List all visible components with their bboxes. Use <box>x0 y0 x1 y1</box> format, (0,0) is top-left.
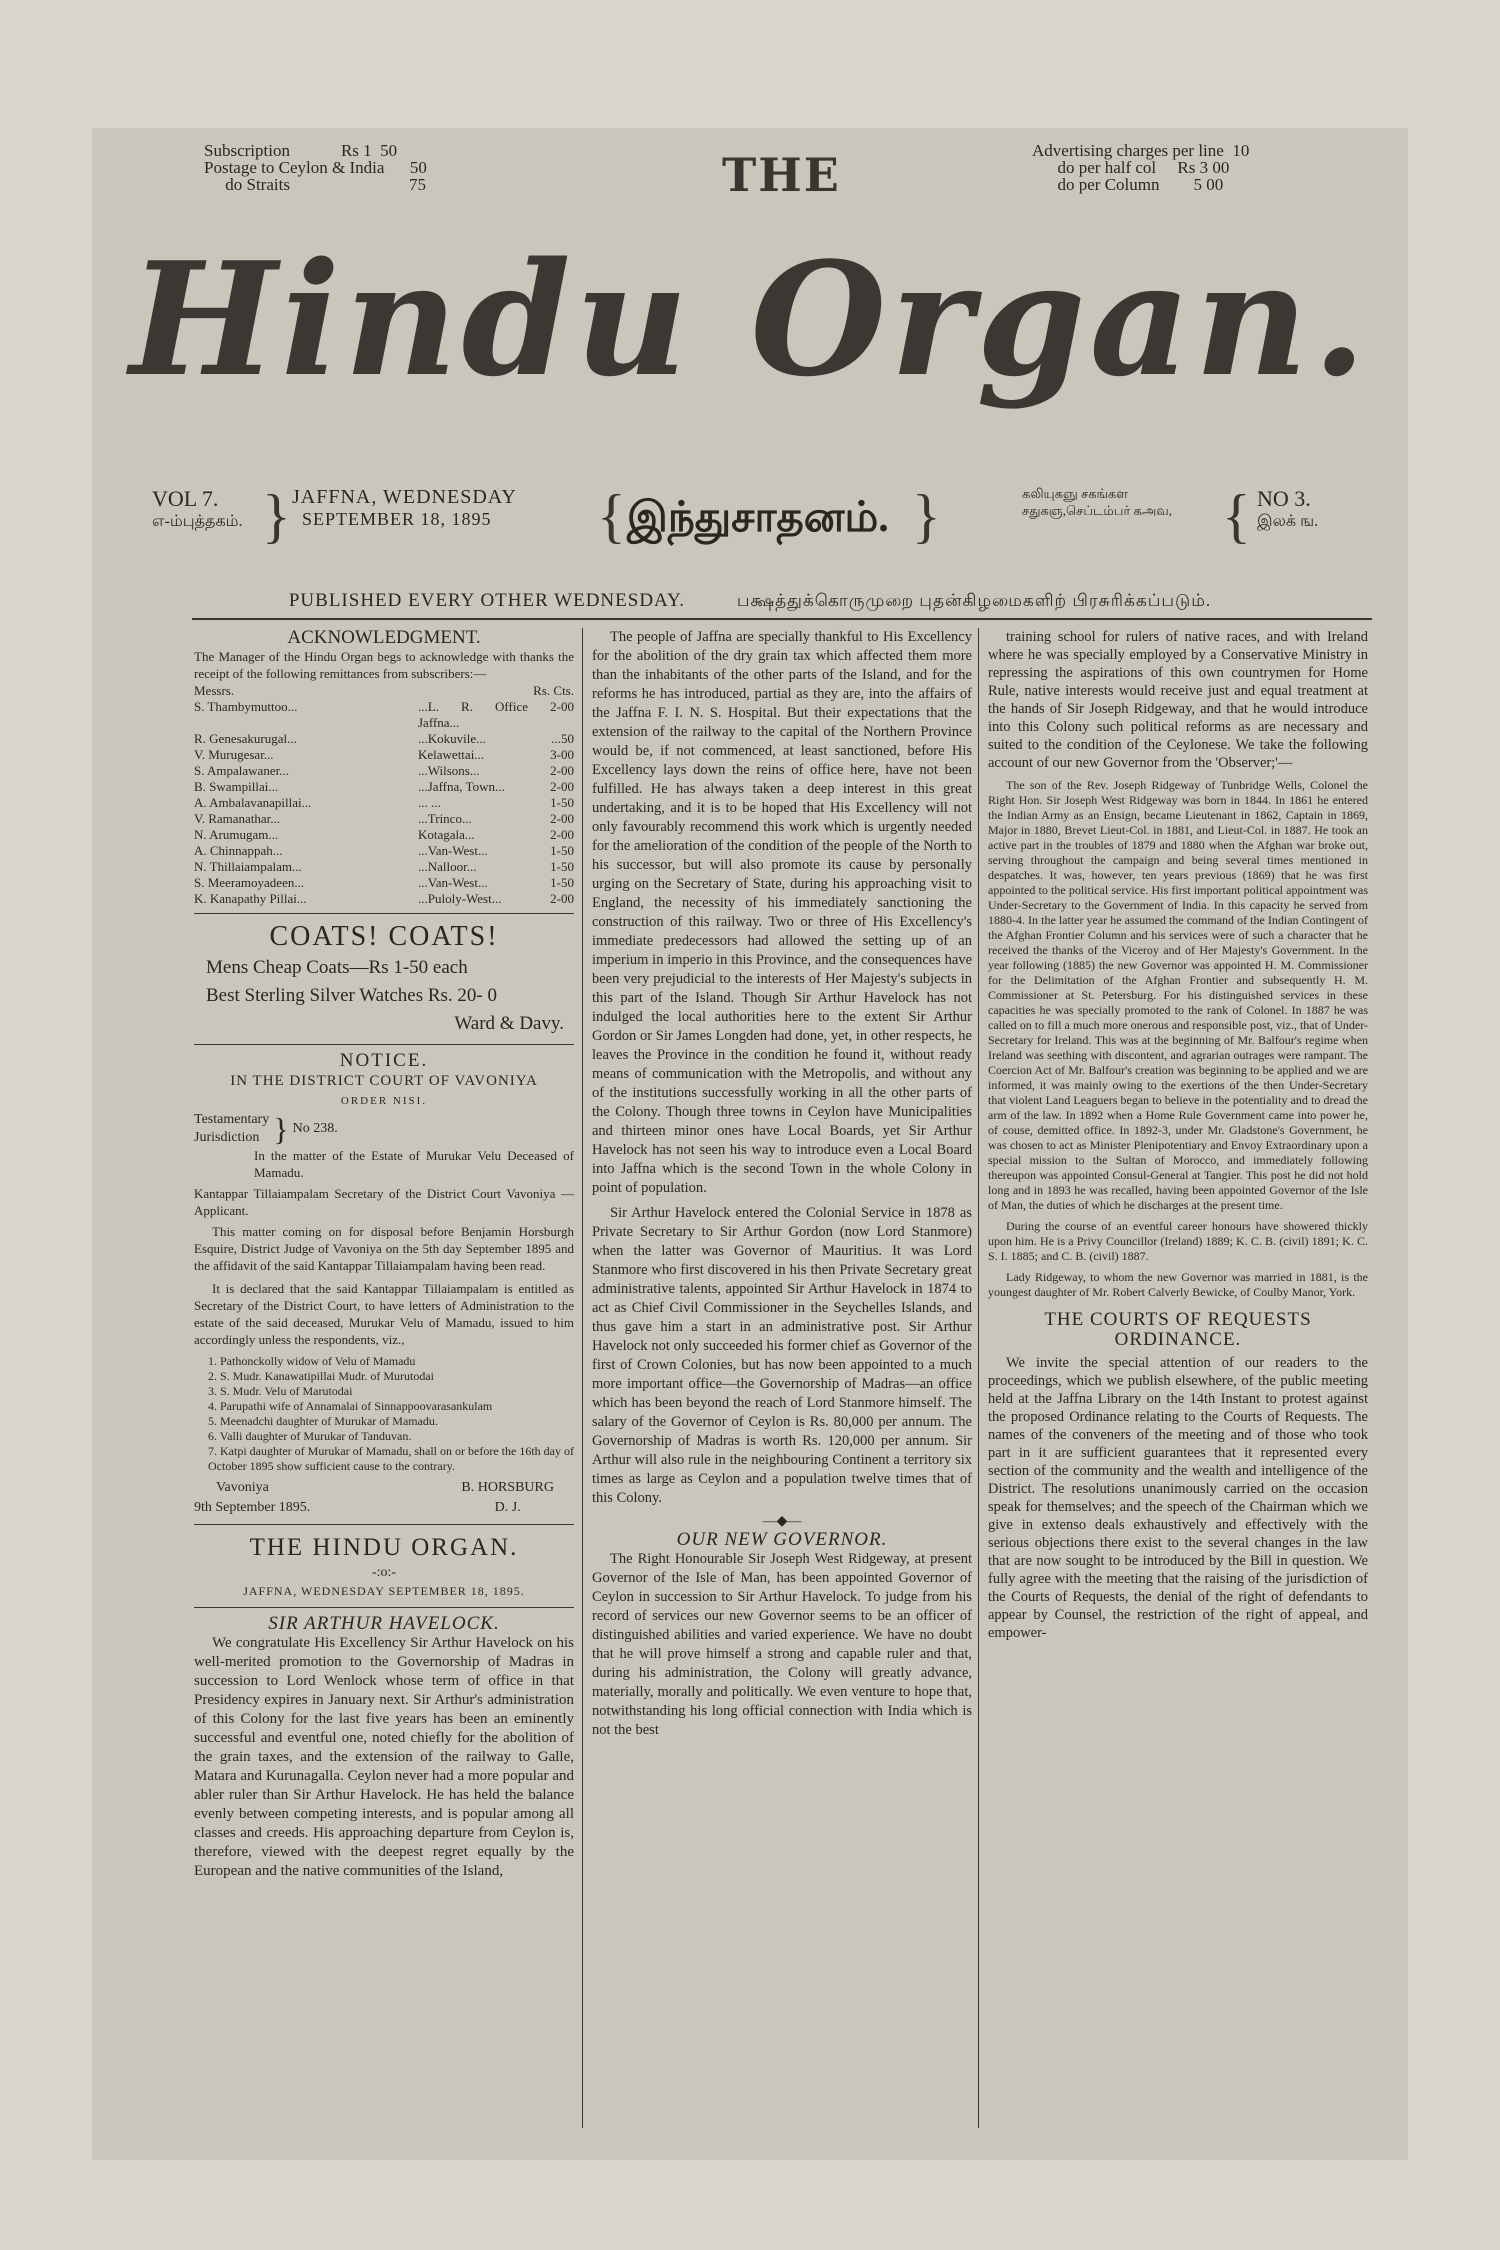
court-name: IN THE DISTRICT COURT OF VAVONIYA <box>230 1073 538 1089</box>
brace-right-1: } <box>912 483 941 549</box>
testamentary: Testamentary <box>194 1112 270 1127</box>
issue-number: NO 3. <box>1257 486 1311 511</box>
list-item: 3. S. Mudr. Velu of Marutodai <box>208 1384 353 1398</box>
coats-sign: Ward & Davy. <box>454 1013 564 1034</box>
number-box <box>1257 486 1318 532</box>
estate-line: In the matter of the Estate of Murukar Velu Deceased of Mamadu. <box>254 1148 574 1180</box>
brace-left-1: } <box>262 483 291 549</box>
col3-para3: During the course of an eventful career honours have showered thickly upon him. He is a Privy Councillor (Ireland) 1889; K. C. B. (civil) 1891; K. C. S. I. 1885; and C. B. (civil) 1887. <box>988 1219 1368 1263</box>
rs-cts: Rs. Cts. <box>533 683 574 698</box>
place-date: JAFFNA, WEDNESDAY <box>292 486 517 508</box>
table-row <box>194 747 574 763</box>
published-tamil: பக்ஷத்துக்கொருமுறை புதன்கிழமைகளிற் பிரசுரிக்கப்படும். <box>736 591 1212 610</box>
subscriber-amount: 2-00 <box>550 763 574 778</box>
subscriber-place: ...L. R. Office Jaffna... <box>418 699 528 730</box>
subscriber-name: N. Arumugam... <box>194 827 279 842</box>
notice-place: Vavoniya <box>216 1480 269 1495</box>
subscriber-amount: 1-50 <box>550 859 574 874</box>
issue-date: SEPTEMBER 18, 1895 <box>302 509 492 529</box>
subscriber-name: S. Ampalawaner... <box>194 763 289 778</box>
subscriber-amount: 2-00 <box>550 811 574 826</box>
adv-line1-amt: 10 <box>1232 141 1250 160</box>
signer-title: D. J. <box>494 1500 521 1515</box>
table-row <box>194 699 574 731</box>
newspaper-title: Hindu Organ. <box>129 228 1371 411</box>
respondents-list <box>194 1354 574 1474</box>
table-row <box>194 875 574 891</box>
subscriber-amount: 2-00 <box>550 779 574 794</box>
volume: VOL 7. <box>152 486 219 511</box>
case-labels <box>194 1111 269 1147</box>
tamil-right-1: கலியுகஞு சகங்கள <box>1022 486 1128 501</box>
subscriber-amount: 1-50 <box>550 795 574 810</box>
adv-line3-amt: 5 00 <box>1193 175 1224 194</box>
column-divider-1 <box>582 628 583 2128</box>
subscription-label: Subscription <box>204 141 290 160</box>
subscription-amt2: 50 <box>380 141 398 160</box>
col3-para2: The son of the Rev. Joseph Ridgeway of Tunbridge Wells, Colonel the Right Hon. Sir Joseph West Ridgeway was born in 1844. In 1861 he entered the Indian Army as an Ensign, became Lieutenant in 1862, Captain in 1869, Major in 1880, Brevet Lieut-Col. in 1881, and Lieut-Col. in 1887. He took an active part in the troubles of 1879 and 1880 when the Afghan war broke out, serving throughout the campaign and being several times mentioned in despatches. It was, however, ten years previous (1869) that he was first appointed to the political service. His first important political appointment was Under-Secretary to the Government of India. In this capacity he served from 1880-4. In the latter year he assumed the command of the Indian Contingent of the Afghan Frontier Column and his services were of such a character that he received the thanks of the Viceroy and of Her Majesty's Government. In the year following (1885) the new Governor was appointed H. M. Commissioner for the Delimitation of the Afghan Frontier and subsequently H. M. Commissioner at St. Petersburg. For his distinguished services in these capacities he was specially promoted to the rank of Colonel. In 1887 he was called on to fill a much more onerous and responsible post, viz., that of Under-Secretary for Ireland. This was at the beginning of Mr. Balfour's regime when Ireland was seething with discontent, and agrarian outrages were rampant. The Coercion Act of Mr. Balfour's creation was beginning to be applied and we are informed, it was mainly owing to the exertions of the then Under-Secretary that violent Land Leaguers began to believe in the potentiality and to dread the arm of the law. In 1892 when a Home Rule Government came into power he, of couse, demitted office. In 1892-3, under Mr. Gladstone's Government, he was chosen to act as Minister Plenipotentiary and Envoy Extraordinary upon a special mission to the Sultan of Morocco, and immediately following thereupon was appointed Consul-General at Tangier. This post he did not hold long and in 1893 he was recalled, having been appointed Governor of the Isle of Man, the duties of which he discharges at the present time. <box>988 778 1368 1212</box>
subscription-rates <box>204 142 427 193</box>
column-divider-2 <box>978 628 979 2128</box>
subscriber-place: ...Jaffna, Town... <box>418 779 505 794</box>
notice-signer <box>461 1478 574 1518</box>
subscriber-table <box>194 699 574 907</box>
subscriber-name: A. Ambalavanapillai... <box>194 795 312 810</box>
notice-title: NOTICE. <box>339 1050 429 1071</box>
subscriber-place: ...Trinco... <box>418 811 472 826</box>
top-rule <box>192 618 1372 620</box>
new-governor-title: OUR NEW GOVERNOR. <box>676 1529 888 1550</box>
divider <box>194 913 574 914</box>
ornament: -:o:- <box>371 1565 397 1580</box>
ack-intro: The Manager of the Hindu Organ begs to acknowledge with thanks the receipt of the following remittances from subscribers:— <box>194 649 574 681</box>
signature-block <box>194 1478 574 1518</box>
subscriber-amount: 2-00 <box>550 699 574 714</box>
subscriber-name: K. Kanapathy Pillai... <box>194 891 307 906</box>
subscriber-place: ...Kokuvile... <box>418 731 486 746</box>
list-item: 7. Katpi daughter of Murukar of Mamadu, shall on or before the 16th day of October 1895 show sufficient cause to the contrary. <box>208 1444 574 1473</box>
courts-title: THE COURTS OF REQUESTS ORDINANCE. <box>1044 1309 1312 1350</box>
table-row <box>194 859 574 875</box>
subscriber-place: ... ... <box>418 795 441 810</box>
subscriber-name: V. Murugesar... <box>194 747 274 762</box>
case-brace: } <box>273 1111 289 1147</box>
table-row <box>194 779 574 795</box>
subscriber-name: V. Ramanathar... <box>194 811 281 826</box>
subscriber-amount: ...50 <box>551 731 574 746</box>
subscriber-amount: 1-50 <box>550 843 574 858</box>
col3-para5: We invite the special attention of our readers to the proceedings, which we publish elsewhere, of the public meeting held at the Jaffna Library on the 14th Instant to protest against the proposed Ordinance relating to the Courts of Requests. The names of the conveners of the meeting and of those who took part in it are sufficient guarantees that it represented every section of the community and the wealth and intelligence of the District. The resolutions unanimously carried on the occasion speak for themselves; and the speech of the Chairman which we give in extenso deals exhaustively and effectively with the serious objections there exist to the several changes in the law that are now sought to be introduced by the Bill in question. We fully agree with the meeting that the raising of the jurisdiction of the Courts of Requests, the denial of the right of defendants to appear by Counsel, the restriction of the right of appeal, and empower- <box>988 1355 1368 1641</box>
subscriber-place: ...Puloly-West... <box>418 891 502 906</box>
subscriber-place: ...Van-West... <box>418 843 488 858</box>
advertising-rates <box>1032 142 1249 193</box>
subscriber-amount: 2-00 <box>550 891 574 906</box>
list-item: 6. Valli daughter of Murukar of Tanduvan. <box>208 1429 412 1443</box>
article-title: SIR ARTHUR HAVELOCK. <box>268 1613 500 1634</box>
table-row <box>194 795 574 811</box>
subscriber-place: Kelawettai... <box>418 747 485 762</box>
coats-title: COATS! COATS! <box>269 921 499 952</box>
col2-para2: Sir Arthur Havelock entered the Colonial Service in 1878 as Private Secretary to Sir Arthur Gordon (now Lord Stanmore) when the latter was Governor of Mauritius. It was Lord Stanmore who first discovered in his then Private Secretary great administrative talents, appointed Sir Arthur Havelock in 1874 to act as Chief Civil Commissioner in the Seychelles Islands, and thus gave him a start in an administrative post. Sir Arthur Havelock not only succeeded his former chief as Governor of the first of Crown Colonies, but has now been appointed to a much more important office—the Governorship of Madras—an office which has been beyond the reach of Lord Stanmore himself. The salary of the Governor of Ceylon is Rs. 80,000 per annum. The Governorship of Madras is worth Rs. 120,000 per annum. Sir Arthur will also rule in the neighbouring Continent a territory six times as large as Ceylon and a population twelve times that of this Colony. <box>592 1205 972 1506</box>
date-box <box>292 486 517 530</box>
subscriber-place: Kotagala... <box>418 827 475 842</box>
list-item: 2. S. Mudr. Kanawatipillai Mudr. of Murutodai <box>208 1369 434 1383</box>
col2-para1: The people of Jaffna are specially thankful to His Excellency for the abolition of the dry grain tax which affected them more than the inhabitants of the other parts of the Island, and for the reforms he has introduced, partial as they are, into the affairs of the Jaffna F. I. N. S. Hospital. But their expectations that the extension of the railway to the capital of the Northern Province would be, if not commenced, at least sanctioned, before His Excellency lays down the reins of office here, have not been fulfilled. He has always taken a deep interest in this great undertaking, and it is to be hoped that His Excellency will not only favourably recommend this work which is urgently needed for the amelioration of the condition of the people of the North to his successor, but will also promote its cause by personally urging on the Secretary of State, during his approaching visit to England, the necessity of his immediately sanctioning the construction of this railway. Two or three of His Excellency's immediate predecessors had allowed the setting up of an imperium in imperio in this Province, and the consequences have been very prejudicial to the interests of Her Majesty's subjects in this part of the Island. Though Sir Arthur Havelock has not indulged the local authorities here to the extent Sir Arthur Gordon or Sir James Longden had done, yet, in other respects, he leaves the Province in the condition he found it, without ready means of communication with the Metropolis, and without any of the institutions successfully working in all the other parts of the Colony. Though three towns in Ceylon have Municipalities and thirteen minor ones have Local Boards, yet Sir Arthur Havelock has not seen his way to introduce even a Local Board into Jaffna which is the second Town in the whole Colony in point of population. <box>592 629 972 1196</box>
col3-para4: Lady Ridgeway, to whom the new Governor was married in 1881, is the youngest daughter of Mr. Robert Calverly Bewicke, of Coulby Manor, York. <box>988 1270 1368 1299</box>
signer-name: B. HORSBURG <box>461 1480 554 1495</box>
notice-date: 9th September 1895. <box>194 1500 311 1515</box>
straits-label: do Straits <box>225 175 290 194</box>
coats-line1: Mens Cheap Coats—Rs 1-50 each <box>206 957 468 978</box>
coats-line2: Best Sterling Silver Watches Rs. 20- 0 <box>206 985 498 1006</box>
newspaper-page <box>92 128 1408 2160</box>
brace-left-2: { <box>597 483 626 549</box>
subscriber-amount: 1-50 <box>550 875 574 890</box>
tamil-date-box <box>1022 486 1172 520</box>
adv-line3: do per Column <box>1057 175 1160 194</box>
volume-box <box>152 486 243 532</box>
table-row <box>194 811 574 827</box>
published-english: PUBLISHED EVERY OTHER WEDNESDAY. <box>288 590 686 611</box>
list-item: 1. Pathonckolly widow of Velu of Mamadu <box>208 1354 416 1368</box>
notice-place-date <box>194 1478 310 1518</box>
subscriber-name: R. Genesakurugal... <box>194 731 297 746</box>
adv-line2: do per half col <box>1057 158 1157 177</box>
subscriber-name: N. Thillaiampalam... <box>194 859 302 874</box>
subscriber-name: S. Thambymuttoo... <box>194 699 298 714</box>
case-block <box>194 1111 574 1147</box>
list-item: 4. Parupathi wife of Annamalai of Sinnappoovarasankulam <box>208 1399 493 1413</box>
table-row <box>194 827 574 843</box>
issue-infobar <box>152 483 1382 562</box>
col2-para3: The Right Honourable Sir Joseph West Ridgeway, at present Governor of the Isle of Man, has been appointed Governor of Ceylon in succession to Sir Arthur Havelock. To judge from his record of services our new Governor seems to be an officer of distinguished abilities and varied experience. We have no doubt that he will prove himself a strong and capable ruler and that, during his administration, the Colony will greatly advance, materially, morally and politically. We even venture to hope that, notwithstanding his long official connection with India which is not the best <box>592 1551 972 1738</box>
postage-amt: 50 <box>409 158 427 177</box>
tamil-right-2: சதுகஞ,செப்டம்பர் கஅவ, <box>1022 503 1172 518</box>
ornament: —◆— <box>762 1514 802 1529</box>
column-2 <box>592 628 972 1746</box>
table-row <box>194 891 574 907</box>
divider <box>194 1607 574 1608</box>
masthead-top <box>92 128 1408 228</box>
table-row <box>194 731 574 747</box>
tamil-title: இந்துசாதனம். <box>627 495 889 541</box>
postage-label: Postage to Ceylon & India <box>204 158 385 177</box>
subscriber-amount: 2-00 <box>550 827 574 842</box>
straits-amt: 75 <box>408 175 426 194</box>
column-1 <box>194 628 574 1887</box>
order-nisi: ORDER NISI. <box>340 1095 428 1107</box>
list-item: 5. Meenadchi daughter of Murukar of Mamadu. <box>208 1414 438 1428</box>
issue-date-line: JAFFNA, WEDNESDAY SEPTEMBER 18, 1895. <box>243 1584 525 1598</box>
subscriber-place: ...Nalloor... <box>418 859 477 874</box>
column-3 <box>988 628 1368 1648</box>
jurisdiction: Jurisdiction <box>194 1130 260 1145</box>
subscriber-name: A. Chinnappah... <box>194 843 283 858</box>
issue-number-tamil: இலக் ங. <box>1257 513 1319 530</box>
subscriber-amount: 3-00 <box>550 747 574 762</box>
adv-line1: Advertising charges per line <box>1032 141 1224 160</box>
table-row <box>194 843 574 859</box>
col3-para1: training school for rulers of native races, and with Ireland where he was specially employed by a Conservative Ministry in repressing the aspirations of this own countrymen for Home Rule, native interests would receive just and equal treatment at the hands of Sir Joseph Ridgeway, and that he would introduce into this Colony such political reforms as are necessary and suited to the condition of the Ceylonese. We take the following account of our new Governor from the 'Observer;'— <box>988 629 1368 771</box>
subscriber-name: S. Meeramoyadeen... <box>194 875 305 890</box>
adv-line2-amt: Rs 3 00 <box>1177 158 1230 177</box>
notice-para1: This matter coming on for disposal before Benjamin Horsburgh Esquire, District Judge of Vavoniya on the 5th day September 1895 and the affidavit of the said Kantappar Tillaiampalam having been read. <box>194 1224 574 1273</box>
subscriber-place: ...Wilsons... <box>418 763 480 778</box>
volume-tamil: எ-ம்புத்தகம். <box>152 513 243 530</box>
divider <box>194 1524 574 1525</box>
masthead-the: THE <box>722 148 841 202</box>
published-line <box>92 590 1408 613</box>
subscriber-place: ...Van-West... <box>418 875 488 890</box>
table-row <box>194 763 574 779</box>
divider <box>194 1044 574 1045</box>
ack-title: ACKNOWLEDGMENT. <box>287 627 481 648</box>
paper-title: THE HINDU ORGAN. <box>249 1534 519 1561</box>
subscription-amt1: Rs 1 <box>340 141 372 160</box>
applicant-line: Kantappar Tillaiampalam Secretary of the District Court Vavoniya —Applicant. <box>194 1186 574 1218</box>
case-number: No 238. <box>292 1121 338 1136</box>
brace-right-2: { <box>1222 483 1251 549</box>
subscriber-name: B. Swampillai... <box>194 779 279 794</box>
ack-header <box>194 682 574 699</box>
messrs: Messrs. <box>194 683 235 698</box>
notice-para2: It is declared that the said Kantappar Tillaiampalam is entitled as Secretary of the District Court, to have letters of Administration to the estate of the said deceased, Murukar Velu of Mamadu, issued to him accordingly unless the respondents, viz., <box>194 1281 574 1347</box>
article-body: We congratulate His Excellency Sir Arthur Havelock on his well-merited promotion to the Governorship of Madras in succession to Lord Wenlock whose term of office in that Presidency expires in January next. Sir Arthur's administration of this Colony for the last five years has been an eminently successful and eventful one, noted chiefly for the abolition of the grain taxes, and the extension of the railway to Galle, Matara and Kurunagalla. Ceylon never had a more popular and abler ruler than Sir Arthur Havelock. He has held the balance evenly between competing interests, and is popular among all classes and creeds. His approaching departure from Ceylon is, therefore, viewed with the deepest regret equally by the European and the native communities of the Island, <box>194 1635 574 1879</box>
